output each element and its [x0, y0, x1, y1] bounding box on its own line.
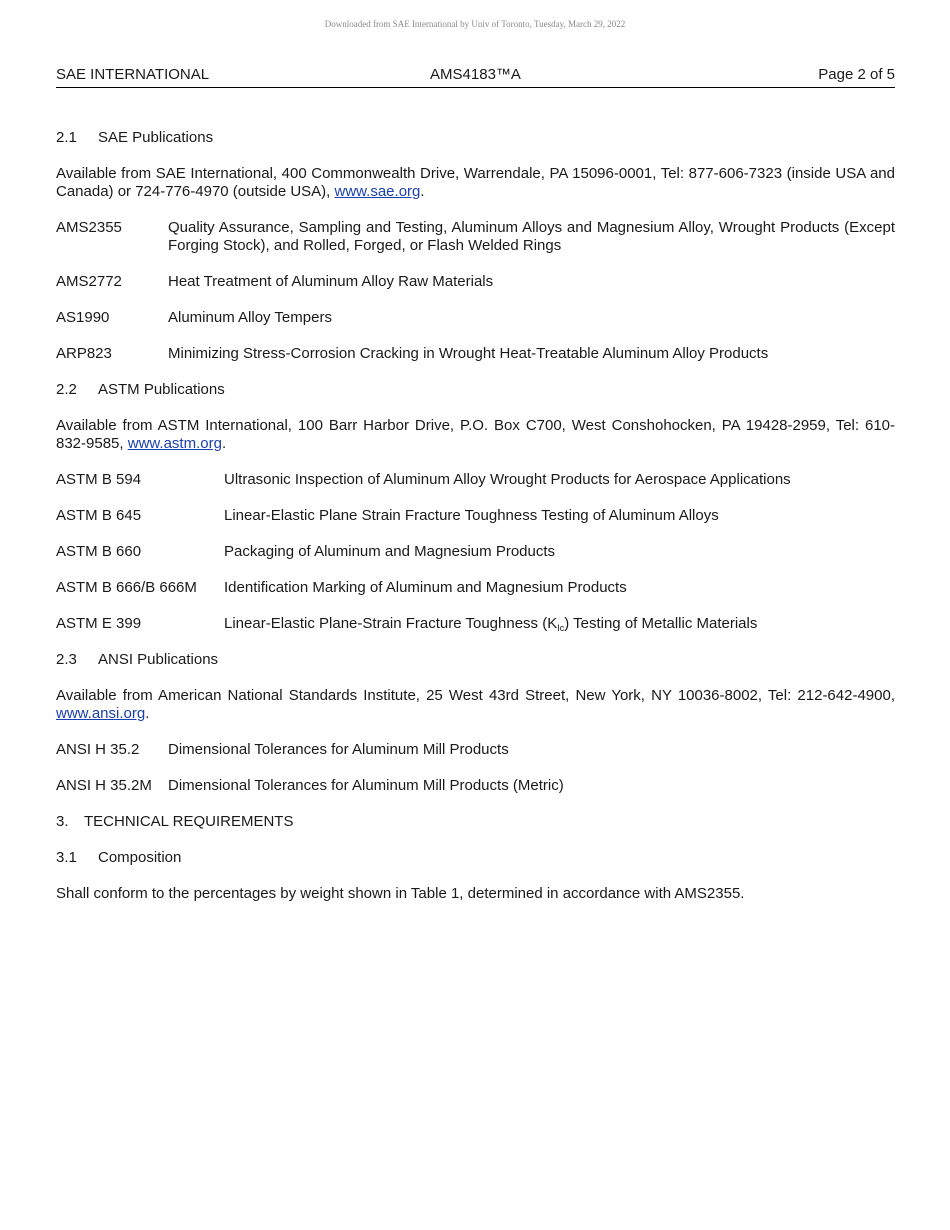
reference-title: Minimizing Stress-Corrosion Cracking in Wrought Heat-Treatable Aluminum Alloy Products: [168, 345, 769, 362]
availability-text: Available from SAE International, 400 Commonwealth Drive, Warrendale, PA 15096-0001, Tel: 877-606-7323 (inside USA and Canada) or 724-776-4970 (outside USA),: [56, 165, 895, 200]
section-title: ASTM Publications: [98, 381, 225, 398]
reference-title: [224, 615, 895, 633]
reference-code: ANSI H 35.2M: [56, 777, 152, 794]
period: .: [221, 435, 227, 452]
reference-row: [56, 777, 895, 795]
ansi-link[interactable]: www.ansi.org: [56, 705, 146, 722]
reference-row: [56, 471, 895, 489]
section-title: Composition: [98, 849, 182, 866]
reference-code: AMS2355: [56, 219, 122, 236]
header-doc-number: AMS4183™A: [430, 66, 521, 83]
reference-code: ASTM B 594: [56, 471, 142, 488]
reference-row: [56, 741, 895, 759]
header-org: SAE INTERNATIONAL: [56, 66, 210, 83]
ansi-availability: [56, 687, 895, 723]
title-part: ) Testing of Metallic Materials: [564, 615, 758, 632]
kic-subscript: Ic: [557, 623, 565, 633]
section-2-3-heading: [56, 651, 895, 669]
reference-row: [56, 345, 895, 363]
section-number: 2.3: [56, 651, 77, 668]
section-number: 3.1: [56, 849, 77, 866]
section-title: ANSI Publications: [98, 651, 219, 668]
reference-title: Dimensional Tolerances for Aluminum Mill Products (Metric): [168, 777, 564, 794]
reference-title: Heat Treatment of Aluminum Alloy Raw Materials: [168, 273, 494, 290]
reference-title: Identification Marking of Aluminum and Magnesium Products: [224, 579, 627, 596]
page-header: [56, 66, 895, 88]
reference-title: Dimensional Tolerances for Aluminum Mill Products: [168, 741, 509, 758]
reference-title: Ultrasonic Inspection of Aluminum Alloy Wrought Products for Aerospace Applications: [224, 471, 791, 488]
section-3-1-heading: [56, 849, 895, 867]
astm-availability: [56, 417, 895, 453]
reference-row: [56, 615, 895, 633]
section-2-2-heading: [56, 381, 895, 399]
reference-title: Packaging of Aluminum and Magnesium Products: [224, 543, 556, 560]
period: .: [420, 183, 425, 200]
astm-link[interactable]: www.astm.org: [127, 435, 222, 452]
reference-title: Aluminum Alloy Tempers: [168, 309, 332, 326]
availability-text: Available from ASTM International, 100 Barr Harbor Drive, P.O. Box C700, West Conshohocken, PA 19428-2959, Tel: 610-832-9585,: [56, 417, 895, 452]
reference-row: [56, 273, 895, 291]
header-page-number: Page 2 of 5: [818, 66, 895, 83]
reference-code: ASTM B 645: [56, 507, 142, 524]
section-title: TECHNICAL REQUIREMENTS: [84, 813, 294, 830]
reference-code: ASTM E 399: [56, 615, 142, 632]
reference-code: AS1990: [56, 309, 110, 326]
composition-text: Shall conform to the percentages by weight shown in Table 1, determined in accordance with AMS2355.: [56, 885, 745, 902]
section-2-1-heading: [56, 129, 895, 147]
section-title: SAE Publications: [98, 129, 214, 146]
sae-availability: [56, 165, 895, 201]
reference-code: AMS2772: [56, 273, 122, 290]
reference-title: Linear-Elastic Plane Strain Fracture Toughness Testing of Aluminum Alloys: [224, 507, 719, 524]
reference-row: [56, 543, 895, 561]
document-body: [56, 129, 895, 921]
reference-code: ASTM B 660: [56, 543, 142, 560]
section-number: 3.: [56, 813, 69, 830]
reference-row: [56, 579, 895, 597]
title-part: Linear-Elastic Plane-Strain Fracture Toughness (K: [224, 615, 558, 632]
reference-row: [56, 309, 895, 327]
reference-row: [56, 219, 895, 255]
reference-row: [56, 507, 895, 525]
section-3-heading: [56, 813, 895, 831]
period: .: [145, 705, 150, 722]
reference-code: ARP823: [56, 345, 112, 362]
reference-code: ASTM B 666/B 666M: [56, 579, 197, 596]
download-watermark: Downloaded from SAE International by Univ of Toronto, Tuesday, March 29, 2022: [324, 19, 626, 29]
availability-text: Available from American National Standards Institute, 25 West 43rd Street, New York, NY 10036-8002, Tel: 212-642-4900,: [56, 687, 895, 704]
section-number: 2.1: [56, 129, 77, 146]
section-number: 2.2: [56, 381, 77, 398]
sae-link[interactable]: www.sae.org: [334, 183, 421, 200]
reference-title: Quality Assurance, Sampling and Testing, Aluminum Alloys and Magnesium Alloy, Wrought Products (Except Forging Stock), and Rolled, Forged, or Flash Welded Rings: [168, 219, 895, 254]
reference-code: ANSI H 35.2: [56, 741, 140, 758]
